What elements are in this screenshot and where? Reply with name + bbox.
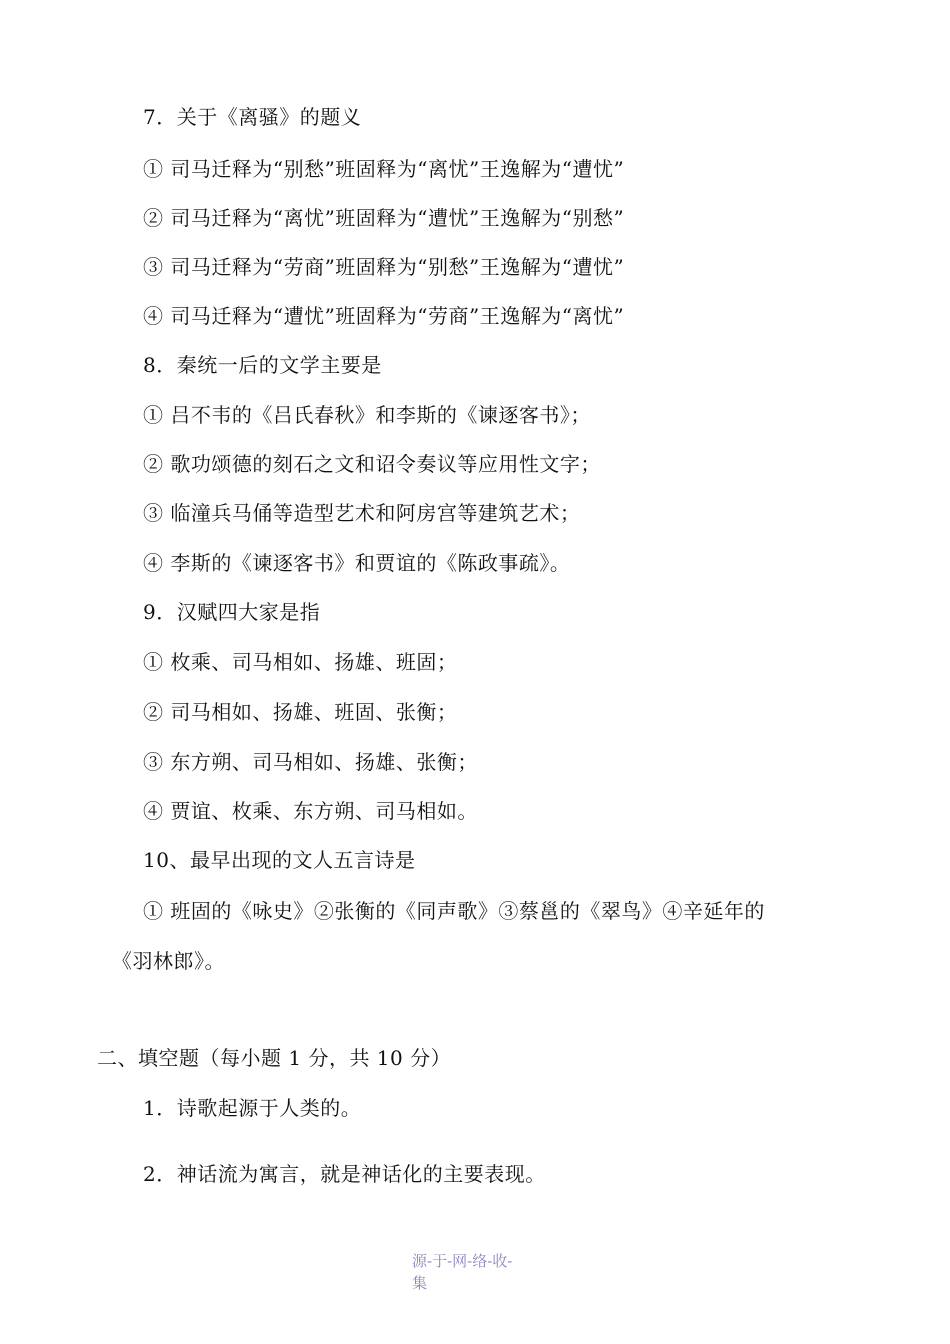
question-7-option-2: ② 司马迁释为“离忧”班固释为“遭忧”王逸解为“别愁” bbox=[143, 206, 625, 230]
question-9-option-2: ② 司马相如、扬雄、班固、张衡； bbox=[143, 700, 458, 724]
question-8-stem: 8．秦统一后的文学主要是 bbox=[143, 353, 382, 377]
question-7-option-4: ④ 司马迁释为“遭忧”班固释为“劳商”王逸解为“离忧” bbox=[143, 304, 625, 328]
footer-line-1: 源-于-网-络-收- bbox=[412, 1252, 513, 1270]
question-7-option-1: ① 司马迁释为“别愁”班固释为“离忧”王逸解为“遭忧” bbox=[143, 157, 625, 181]
question-10-options-continued: 《羽林郎》。 bbox=[112, 949, 225, 973]
footer-line-2: 集 bbox=[412, 1274, 428, 1292]
page-footer bbox=[412, 1250, 512, 1294]
question-10-options: ① 班固的《咏史》②张衡的《同声歌》③蔡邕的《翠鸟》④辛延年的 bbox=[143, 899, 765, 923]
question-9-option-1: ① 枚乘、司马相如、扬雄、班固； bbox=[143, 650, 458, 674]
question-10-stem: 10、最早出现的文人五言诗是 bbox=[143, 848, 416, 872]
question-8-option-4: ④ 李斯的《谏逐客书》和贾谊的《陈政事疏》。 bbox=[143, 551, 571, 575]
question-9-option-3: ③ 东方朔、司马相如、扬雄、张衡； bbox=[143, 750, 478, 774]
question-7-option-3: ③ 司马迁释为“劳商”班固释为“别愁”王逸解为“遭忧” bbox=[143, 255, 625, 279]
fill-in-item-1: 1．诗歌起源于人类的。 bbox=[143, 1096, 362, 1120]
section-heading: 二、填空题（每小题 1 分，共 10 分） bbox=[97, 1046, 452, 1070]
question-8-option-1: ① 吕不韦的《吕氏春秋》和李斯的《谏逐客书》； bbox=[143, 403, 591, 427]
question-7-stem: 7．关于《离骚》的题义 bbox=[143, 105, 362, 129]
question-8-option-2: ② 歌功颂德的刻石之文和诏令奏议等应用性文字； bbox=[143, 452, 601, 476]
question-9-stem: 9．汉赋四大家是指 bbox=[143, 600, 321, 624]
fill-in-item-2: 2．神话流为寓言，就是神话化的主要表现。 bbox=[143, 1162, 546, 1186]
question-9-option-4: ④ 贾谊、枚乘、东方朔、司马相如。 bbox=[143, 799, 478, 823]
question-8-option-3: ③ 临潼兵马俑等造型艺术和阿房宫等建筑艺术； bbox=[143, 501, 581, 525]
